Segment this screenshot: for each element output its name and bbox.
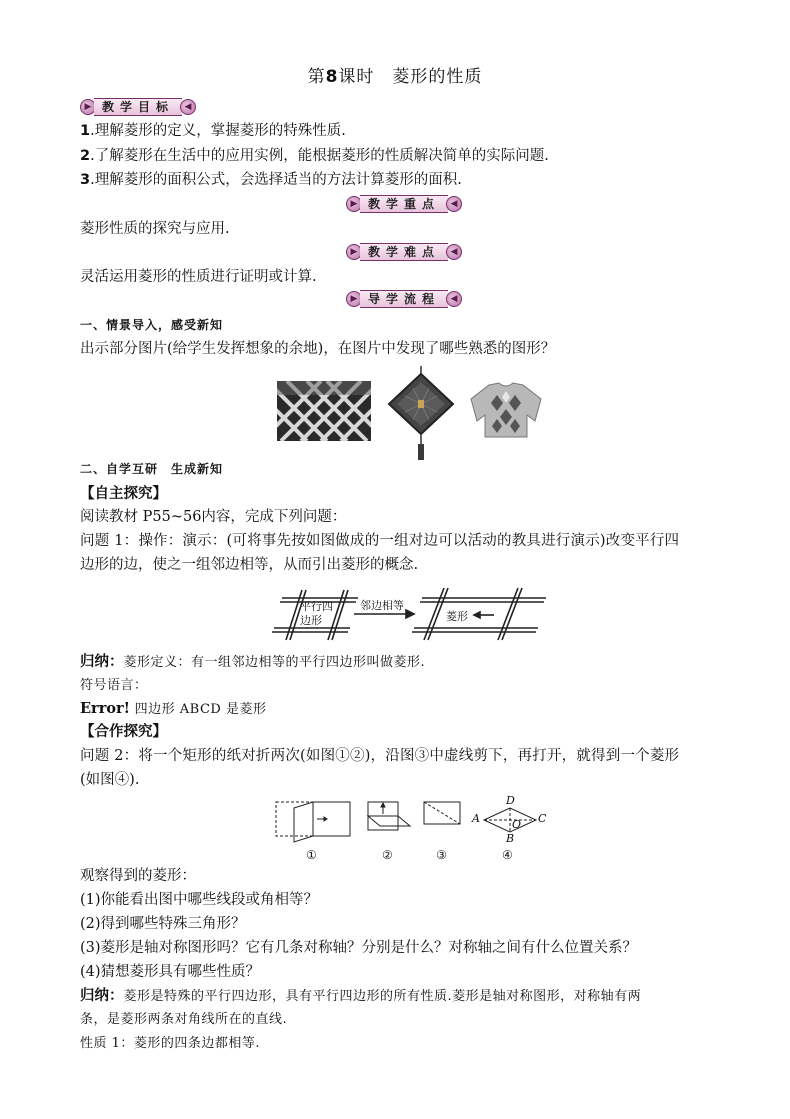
objective-2: 2.了解菱形在生活中的应用实例，能根据菱形的性质解决简单的实际问题. — [80, 148, 549, 164]
difficulties-badge: ▶ 教学难点 ◀ — [346, 243, 462, 261]
section1-text: 出示部分图片(给学生发挥想象的余地)，在图片中发现了哪些熟悉的图形？ — [80, 341, 556, 357]
objective-3: 3.理解菱形的面积公式，会选择适当的方法计算菱形的面积. — [80, 172, 462, 188]
self-explore-heading: 【自主探究】 — [80, 486, 167, 502]
arrow-right-icon: ▶ — [346, 244, 362, 260]
figure-label-1: ① — [306, 848, 317, 862]
folding-figure — [272, 796, 552, 866]
fence-photo — [277, 381, 371, 441]
arrow-left-icon: ◀ — [446, 196, 462, 212]
page-title: 第8课时 菱形的性质 — [307, 67, 483, 87]
question2-line1: 问题 2：将一个矩形的纸对折两次(如图①②)，沿图③中虚线剪下，再打开，就得到一个菱形 — [80, 748, 680, 764]
arrow-left-icon: ◀ — [180, 99, 196, 115]
error-line: Error! 四边形 ABCD 是菱形 — [80, 700, 267, 717]
summary2-line1: 归纳：菱形是特殊的平行四边形，具有平行四边形的所有性质.菱形是轴对称图形，对称轴有两 — [80, 988, 642, 1004]
question2-line2: (如图④). — [80, 772, 140, 788]
section1-heading: 一、情景导入，感受新知 — [80, 318, 224, 332]
parallelogram-label-2: 边形 — [300, 614, 322, 627]
observe-text: 观察得到的菱形： — [80, 868, 196, 884]
figure-label-3: ③ — [436, 848, 447, 862]
symbol-language: 符号语言： — [80, 678, 148, 693]
read-instruction: 阅读教材 P55~56内容，完成下列问题： — [80, 509, 347, 525]
coop-heading: 【合作探究】 — [80, 724, 167, 740]
figure-label-2: ② — [382, 848, 393, 862]
observe-question-1: (1)你能看出图中哪些线段或角相等？ — [80, 892, 319, 908]
parallelogram-label-1: 平行四 — [300, 600, 333, 613]
rhombus-label: 菱形 — [446, 610, 468, 623]
key-points-badge: ▶ 教学重点 ◀ — [346, 195, 462, 213]
question1-line2: 边形的边，使之一组邻边相等，从而引出菱形的概念. — [80, 557, 419, 573]
arrow-left-icon: ◀ — [446, 244, 462, 260]
summary1: 归纳：菱形定义：有一组邻边相等的平行四边形叫做菱形. — [80, 654, 426, 670]
vertex-B: B — [506, 832, 515, 845]
key-point-text: 菱形性质的探究与应用. — [80, 221, 230, 237]
objectives-badge: ▶ 教学目标 ◀ — [80, 98, 196, 116]
observe-question-4: (4)猜想菱形具有哪些性质？ — [80, 964, 261, 980]
vertex-C: C — [538, 812, 547, 825]
figure-label-4: ④ — [502, 848, 513, 862]
vertex-D: D — [506, 794, 515, 807]
process-badge: ▶ 导学流程 ◀ — [346, 290, 462, 308]
observe-question-3: (3)菱形是轴对称图形吗？它有几条对称轴？分别是什么？对称轴之间有什么位置关系？ — [80, 940, 638, 956]
sweater-photo — [469, 381, 543, 439]
observe-question-2: (2)得到哪些特殊三角形？ — [80, 916, 246, 932]
objective-1: 1.理解菱形的定义，掌握菱形的特殊性质. — [80, 123, 346, 139]
arrow-left-icon: ◀ — [446, 291, 462, 307]
vertex-A: A — [472, 812, 480, 825]
difficulty-text: 灵活运用菱形的性质进行证明或计算. — [80, 269, 317, 285]
arrow-right-icon: ▶ — [346, 291, 362, 307]
lantern-photo — [385, 366, 457, 462]
adjacent-sides-label: 邻边相等 — [360, 599, 404, 612]
arrow-right-icon: ▶ — [80, 99, 96, 115]
section2-heading: 二、自学互研 生成新知 — [80, 462, 224, 476]
arrow-right-icon: ▶ — [346, 196, 362, 212]
parallelogram-figure — [272, 586, 548, 642]
summary2-line2: 条，是菱形两条对角线所在的直线. — [80, 1012, 288, 1027]
property-1: 性质 1：菱形的四条边都相等. — [80, 1036, 261, 1051]
question1-line1: 问题 1：操作：演示：(可将事先按如图做成的一组对边可以活动的教具进行演示)改变平行四 — [80, 533, 680, 549]
center-O: O — [512, 818, 522, 831]
